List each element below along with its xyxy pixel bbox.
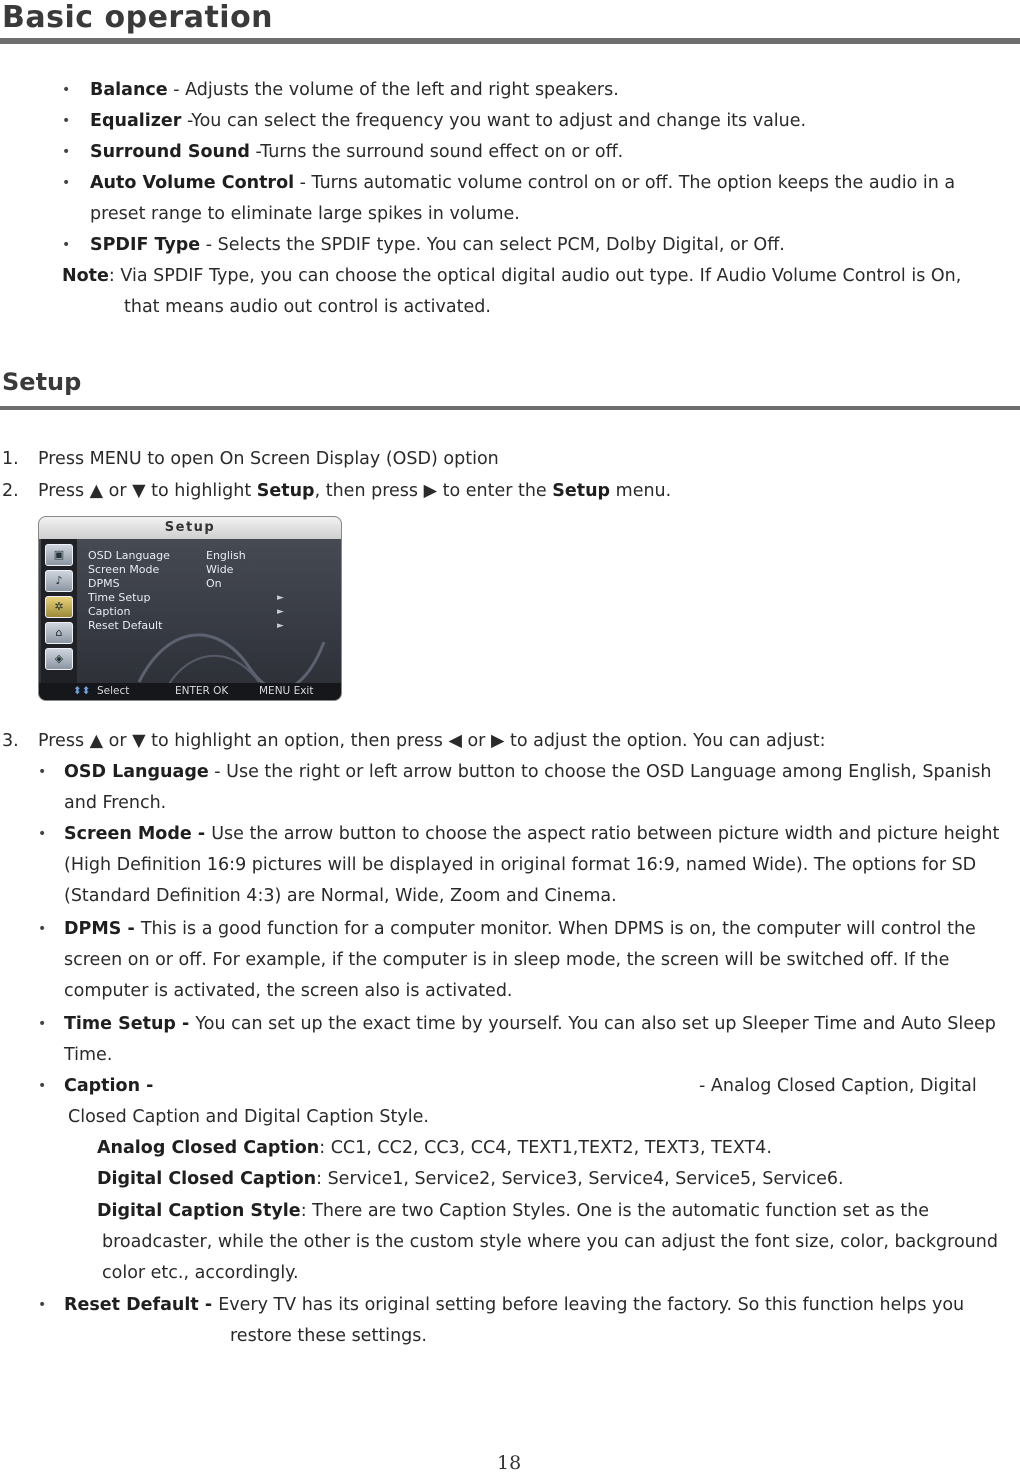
option-cont: Closed Caption and Digital Caption Style.: [68, 1107, 429, 1127]
title-rule: [0, 38, 1020, 44]
picture-icon: ▣: [45, 544, 73, 566]
step-number: 1.: [2, 449, 19, 469]
caption-style: Digital Caption Style: There are two Caption Styles. One is the automatic function set as the: [97, 1201, 930, 1221]
osd-item-label: OSD Language: [88, 549, 170, 562]
osd-category-sidebar: [41, 539, 77, 699]
bullet: •: [62, 113, 71, 129]
osd-footer: [39, 683, 341, 700]
setup-icon: ✲: [45, 596, 73, 618]
osd-title: Setup: [39, 517, 341, 539]
option-osd-language: OSD Language - Use the right or left arrow button to choose the OSD Language among English, Spanish: [64, 762, 992, 782]
option-dpms: DPMS - This is a good function for a computer monitor. When DPMS is on, the computer will control the: [64, 919, 976, 939]
updown-arrows-icon: ⬍⬍: [73, 685, 91, 697]
channel-icon: ◈: [45, 648, 73, 670]
bullet: •: [38, 1078, 47, 1094]
caption-analog: Analog Closed Caption: CC1, CC2, CC3, CC4, TEXT1,TEXT2, TEXT3, TEXT4.: [97, 1138, 772, 1158]
bullet: •: [62, 144, 71, 160]
step-number: 3.: [2, 731, 19, 751]
osd-item-label: Caption: [88, 605, 131, 618]
bullet: •: [62, 82, 71, 98]
audio-item-spdif: SPDIF Type - Selects the SPDIF type. You can select PCM, Dolby Digital, or Off.: [90, 235, 785, 255]
osd-setup-menu-image: [38, 516, 342, 701]
option-cont: and French.: [64, 793, 167, 813]
bullet: •: [38, 1016, 47, 1032]
option-screen-mode: Screen Mode - Use the arrow button to choose the aspect ratio between picture width and picture height: [64, 824, 1000, 844]
osd-item-label: Time Setup: [88, 591, 151, 604]
audio-icon: ♪: [45, 570, 73, 592]
audio-item-surround: Surround Sound -Turns the surround sound effect on or off.: [90, 142, 624, 162]
bullet: •: [62, 175, 71, 191]
section-title-basic-operation: Basic operation: [2, 0, 274, 35]
option-reset-default: Reset Default - Every TV has its original setting before leaving the factory. So this function helps you: [64, 1295, 965, 1315]
step-3: Press ▲ or ▼ to highlight an option, then press ◀ or ▶ to adjust the option. You can adjust:: [38, 731, 826, 751]
osd-item-value: English: [206, 549, 246, 562]
osd-item-label: Reset Default: [88, 619, 163, 632]
note-cont: that means audio out control is activated.: [124, 297, 491, 317]
osd-item-label: Screen Mode: [88, 563, 160, 576]
osd-item-label: DPMS: [88, 577, 120, 590]
bullet: •: [62, 237, 71, 253]
bullet: •: [38, 921, 47, 937]
option-cont: restore these settings.: [230, 1326, 427, 1346]
submenu-arrow-icon: ►: [277, 607, 284, 617]
osd-item-value: On: [206, 577, 222, 590]
bullet: •: [38, 764, 47, 780]
osd-footer-select: Select: [97, 685, 130, 697]
bullet: •: [38, 826, 47, 842]
title-rule: [0, 406, 1020, 410]
option-cont: Time.: [64, 1045, 113, 1065]
note: Note: Via SPDIF Type, you can choose the optical digital audio out type. If Audio Volume Control is On,: [62, 266, 962, 286]
option-cont: computer is activated, the screen also is activated.: [64, 981, 513, 1001]
submenu-arrow-icon: ►: [277, 593, 284, 603]
option-cont: (Standard Definition 4:3) are Normal, Wide, Zoom and Cinema.: [64, 886, 617, 906]
osd-footer-menu: MENU Exit: [259, 685, 314, 697]
page-number: 18: [497, 1452, 522, 1474]
option-cont: (High Definition 16:9 pictures will be displayed in original format 16:9, named Wide). The options for SD: [64, 855, 977, 875]
option-caption-term: Caption -: [64, 1076, 154, 1096]
lock-icon: ⌂: [45, 622, 73, 644]
step-number: 2.: [2, 481, 19, 501]
step-2: Press ▲ or ▼ to highlight Setup, then press ▶ to enter the Setup menu.: [38, 481, 672, 501]
option-cont: screen on or off. For example, if the computer is in sleep mode, the screen will be switched off. If the: [64, 950, 950, 970]
osd-item-value: Wide: [206, 563, 234, 576]
caption-digital: Digital Closed Caption: Service1, Service2, Service3, Service4, Service5, Service6.: [97, 1169, 844, 1189]
audio-item-equalizer: Equalizer -You can select the frequency you want to adjust and change its value.: [90, 111, 807, 131]
option-time-setup: Time Setup - You can set up the exact time by yourself. You can also set up Sleeper Time and Auto Sleep: [64, 1014, 996, 1034]
option-cont: color etc., accordingly.: [102, 1263, 299, 1283]
option-cont: broadcaster, while the other is the custom style where you can adjust the font size, color, background: [102, 1232, 998, 1252]
option-caption-desc: - Analog Closed Caption, Digital: [699, 1076, 977, 1096]
audio-item-avc-cont: preset range to eliminate large spikes in volume.: [90, 204, 520, 224]
submenu-arrow-icon: ►: [277, 621, 284, 631]
audio-item-avc: Auto Volume Control - Turns automatic volume control on or off. The option keeps the audio in a: [90, 173, 956, 193]
osd-footer-enter: ENTER OK: [175, 685, 229, 697]
section-title-setup: Setup: [2, 368, 82, 396]
audio-item-balance: Balance - Adjusts the volume of the left and right speakers.: [90, 80, 619, 100]
bullet: •: [38, 1297, 47, 1313]
step-1: Press MENU to open On Screen Display (OSD) option: [38, 449, 499, 469]
